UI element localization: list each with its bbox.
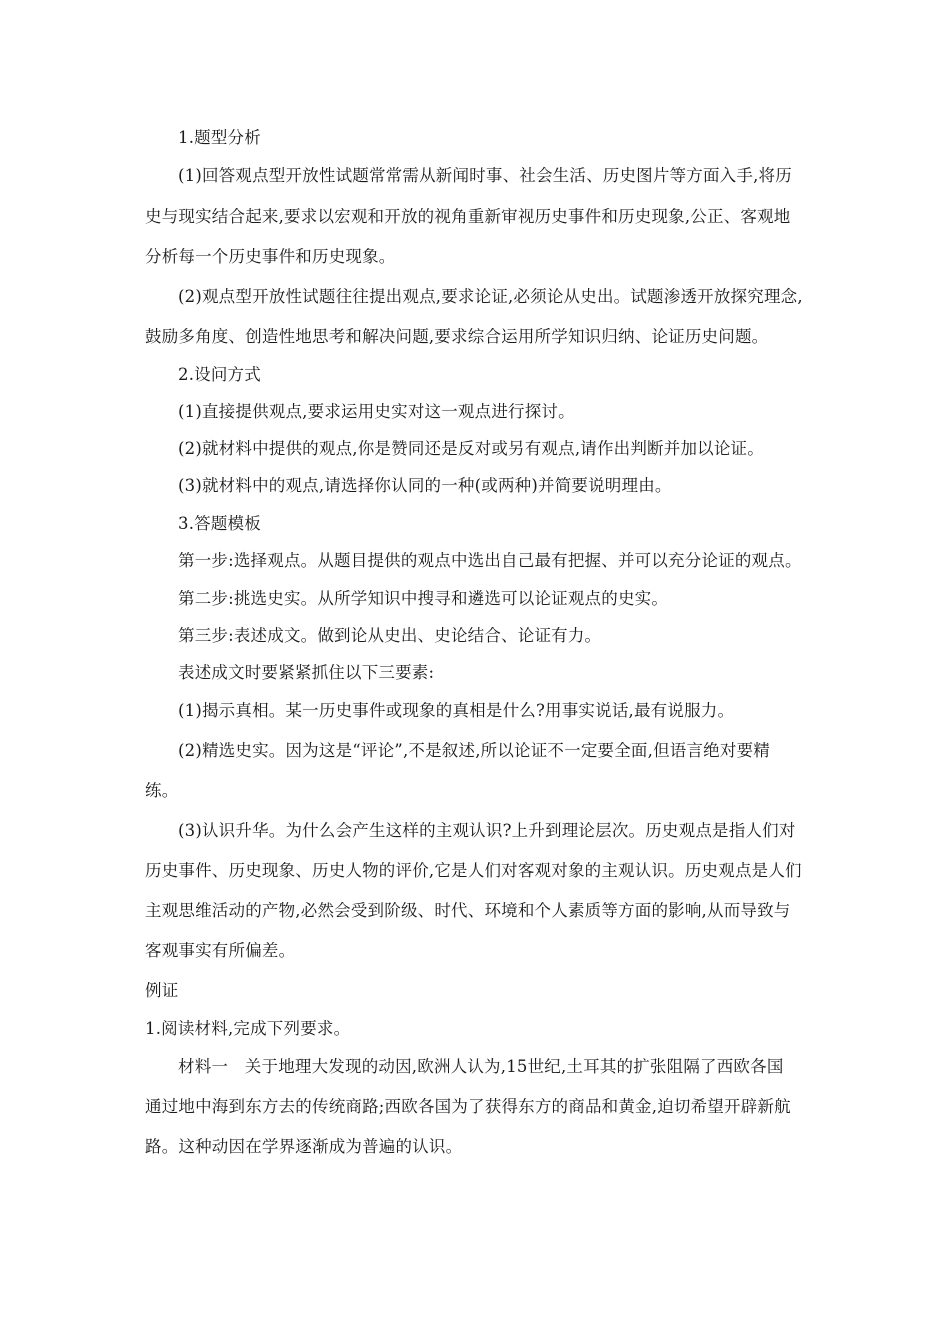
paragraph-line: 路。这种动因在学界逐渐成为普遍的认识。: [145, 1137, 463, 1156]
list-item: 第二步:挑选史实。从所学知识中搜寻和遴选可以论证观点的史实。: [178, 589, 669, 608]
list-item: (2)就材料中提供的观点,你是赞同还是反对或另有观点,请作出判断并加以论证。: [178, 439, 764, 458]
list-item: 第一步:选择观点。从题目提供的观点中选出自己最有把握、并可以充分论证的观点。: [178, 551, 802, 570]
paragraph-line: 客观事实有所偏差。: [145, 941, 296, 960]
paragraph-line: 表述成文时要紧紧抓住以下三要素:: [178, 663, 435, 682]
section-heading-question-format: 2.设问方式: [178, 365, 261, 384]
paragraph-line: 材料一 关于地理大发现的动因,欧洲人认为,15世纪,土耳其的扩张阻隔了西欧各国: [178, 1057, 784, 1076]
list-item: (3)就材料中的观点,请选择你认同的一种(或两种)并简要说明理由。: [178, 476, 672, 495]
paragraph-line: 鼓励多角度、创造性地思考和解决问题,要求综合运用所学知识归纳、论证历史问题。: [145, 327, 769, 346]
question-prompt: 1.阅读材料,完成下列要求。: [145, 1019, 351, 1038]
paragraph-line: (2)精选史实。因为这是“评论”,不是叙述,所以论证不一定要全面,但语言绝对要精: [178, 741, 770, 760]
list-item: 第三步:表述成文。做到论从史出、史论结合、论证有力。: [178, 626, 602, 645]
paragraph-line: 通过地中海到东方去的传统商路;西欧各国为了获得东方的商品和黄金,迫切希望开辟新航: [145, 1097, 791, 1116]
paragraph-line: (2)观点型开放性试题往往提出观点,要求论证,必须论从史出。试题渗透开放探究理念,: [178, 287, 803, 306]
paragraph-line: 史与现实结合起来,要求以宏观和开放的视角重新审视历史事件和历史现象,公正、客观地: [145, 207, 791, 226]
paragraph-line: 主观思维活动的产物,必然会受到阶级、时代、环境和个人素质等方面的影响,从而导致与: [145, 901, 791, 920]
section-heading-question-type-analysis: 1.题型分析: [178, 128, 261, 147]
list-item: (1)直接提供观点,要求运用史实对这一观点进行探讨。: [178, 402, 575, 421]
paragraph-line: 历史事件、历史现象、历史人物的评价,它是人们对客观对象的主观认识。历史观点是人们: [145, 861, 802, 880]
paragraph-line: 练。: [145, 781, 179, 800]
paragraph-line: 分析每一个历史事件和历史现象。: [145, 247, 396, 266]
paragraph-line: (1)回答观点型开放性试题常常需从新闻时事、社会生活、历史图片等方面入手,将历: [178, 166, 792, 185]
paragraph-line: (3)认识升华。为什么会产生这样的主观认识?上升到理论层次。历史观点是指人们对: [178, 821, 796, 840]
section-heading-example: 例证: [145, 981, 179, 1000]
section-heading-answer-template: 3.答题模板: [178, 514, 261, 533]
list-item: (1)揭示真相。某一历史事件或现象的真相是什么?用事实说话,最有说服力。: [178, 701, 735, 720]
